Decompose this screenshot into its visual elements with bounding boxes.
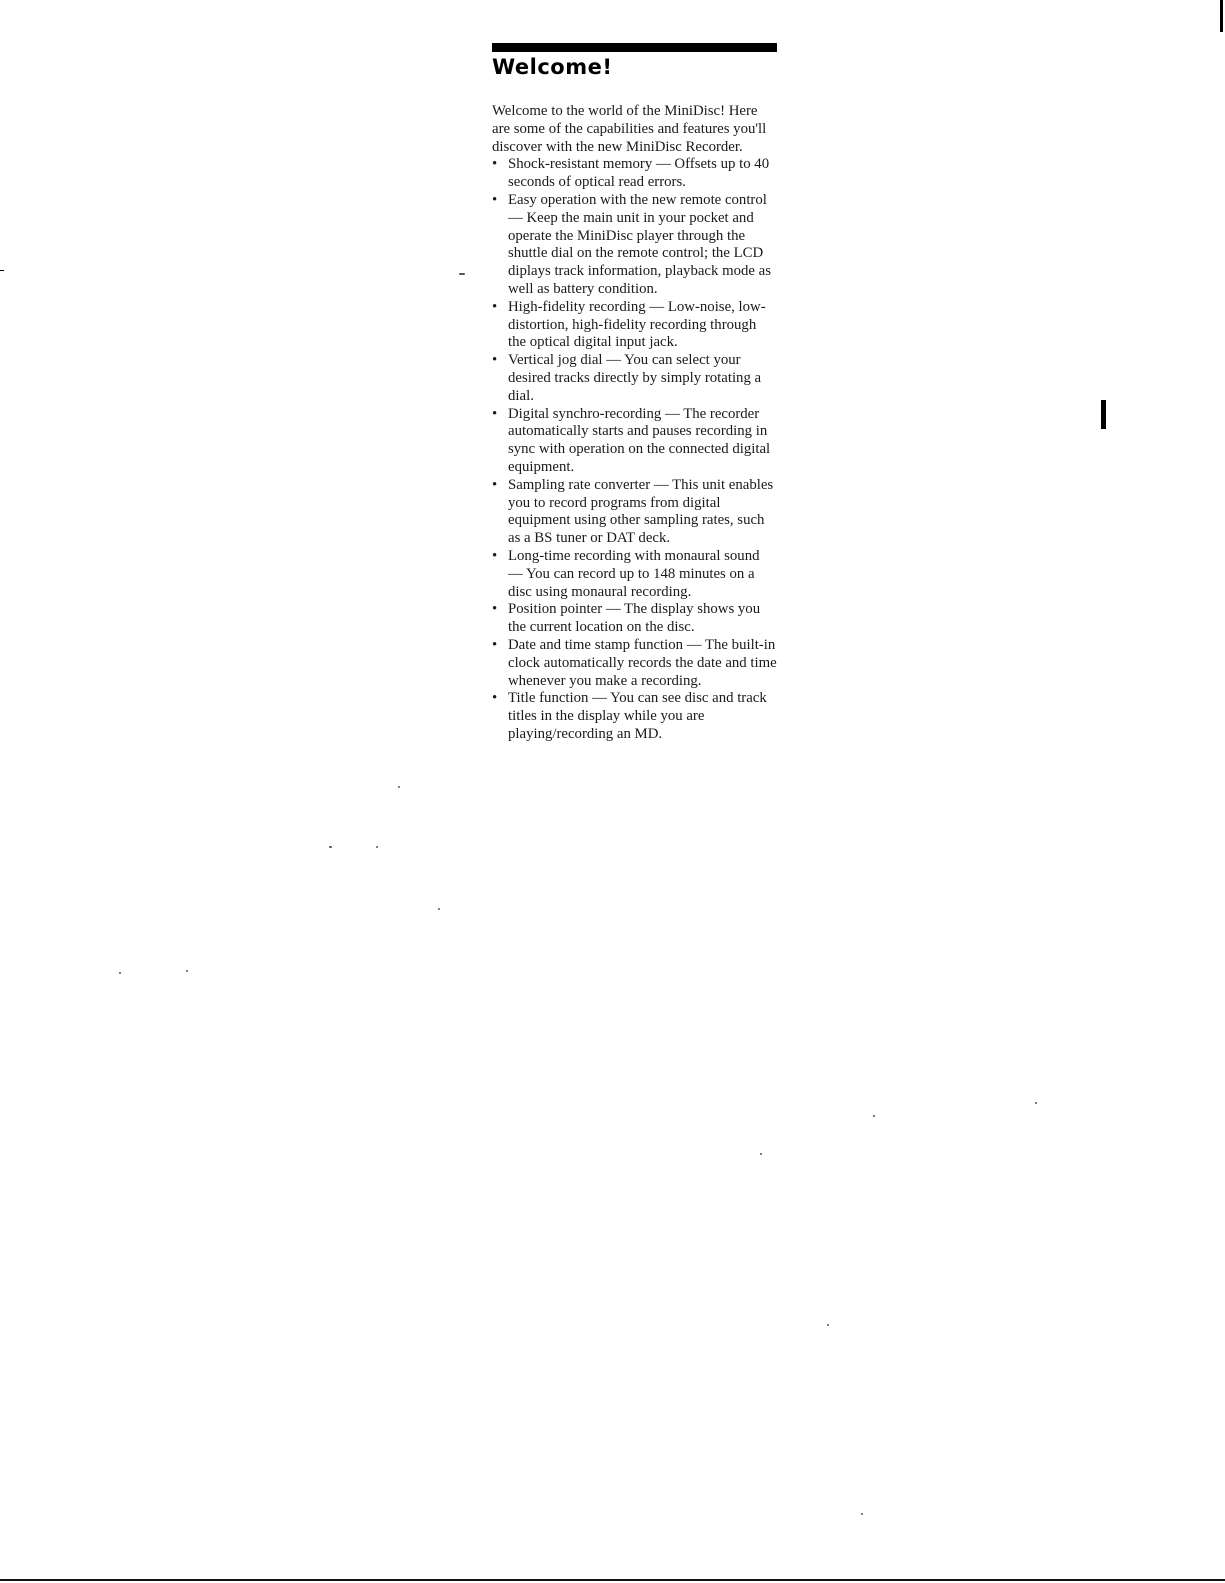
bullet-icon: •	[492, 298, 498, 315]
intro-paragraph: Welcome to the world of the MiniDisc! Here are some of the capabilities and features you'll discover with the new MiniDisc Recorder.	[492, 103, 767, 155]
bullet-icon: •	[492, 405, 498, 422]
scan-speck	[861, 1513, 863, 1515]
list-item	[492, 477, 777, 548]
feature-text: Date and time stamp function — The built-in clock automatically records the date and time whenever you make a recording.	[508, 636, 777, 689]
scan-speck	[398, 786, 400, 788]
bullet-icon: •	[492, 156, 498, 173]
list-item	[492, 352, 777, 405]
page-title: Welcome!	[492, 55, 613, 79]
feature-text: Digital synchro-recording — The recorder automatically starts and pauses recording in sync with operation on the connected digital equipment.	[508, 405, 771, 475]
bullet-icon: •	[492, 476, 498, 493]
edge-mark-right	[1101, 400, 1106, 429]
scan-speck	[760, 1153, 762, 1155]
scan-speck	[873, 1115, 875, 1117]
list-item	[492, 406, 777, 477]
feature-text: Shock-resistant memory — Offsets up to 40 seconds of optical read errors.	[508, 156, 770, 191]
scan-speck	[329, 846, 332, 848]
scan-speck	[376, 846, 378, 848]
scan-speck	[186, 970, 188, 972]
feature-text: Vertical jog dial — You can select your desired tracks directly by simply rotating a dial.	[508, 352, 762, 404]
list-item	[492, 156, 777, 192]
bullet-icon: •	[492, 601, 498, 618]
scan-speck	[827, 1324, 829, 1326]
bullet-icon: •	[492, 547, 498, 564]
scan-speck	[438, 908, 440, 910]
heading-rule	[492, 43, 777, 52]
bullet-icon: •	[492, 636, 498, 653]
bullet-icon: •	[492, 690, 498, 707]
page-bottom-edge	[0, 1579, 1225, 1581]
edge-mark-left	[0, 270, 4, 271]
feature-text: Title function — You can see disc and track titles in the display while you are playing/recording an MD.	[508, 690, 767, 742]
list-item	[492, 601, 777, 637]
welcome-section	[492, 43, 777, 744]
feature-text: Easy operation with the new remote control — Keep the main unit in your pocket and operate the MiniDisc player through the shuttle dial on the remote control; the LCD diplays track information, playback mode as well as battery condition.	[508, 191, 771, 297]
bullet-icon: •	[492, 352, 498, 369]
bullet-icon: •	[492, 191, 498, 208]
list-item	[492, 299, 777, 352]
scan-speck	[1035, 1102, 1037, 1104]
feature-list	[492, 156, 777, 743]
list-item	[492, 548, 777, 601]
feature-text: Position pointer — The display shows you the current location on the disc.	[508, 601, 761, 636]
scan-speck	[459, 273, 465, 275]
scan-speck	[119, 972, 121, 974]
feature-text: Sampling rate converter — This unit enables you to record programs from digital equipment using other sampling rates, such as a BS tuner or DAT deck.	[508, 476, 774, 547]
list-item	[492, 192, 777, 299]
edge-mark-top-right	[1220, 0, 1223, 32]
list-item	[492, 637, 777, 690]
feature-text: High-fidelity recording — Low-noise, low-distortion, high-fidelity recording through the optical digital input jack.	[508, 298, 766, 351]
list-item	[492, 690, 777, 743]
feature-text: Long-time recording with monaural sound — You can record up to 148 minutes on a disc using monaural recording.	[508, 547, 760, 600]
